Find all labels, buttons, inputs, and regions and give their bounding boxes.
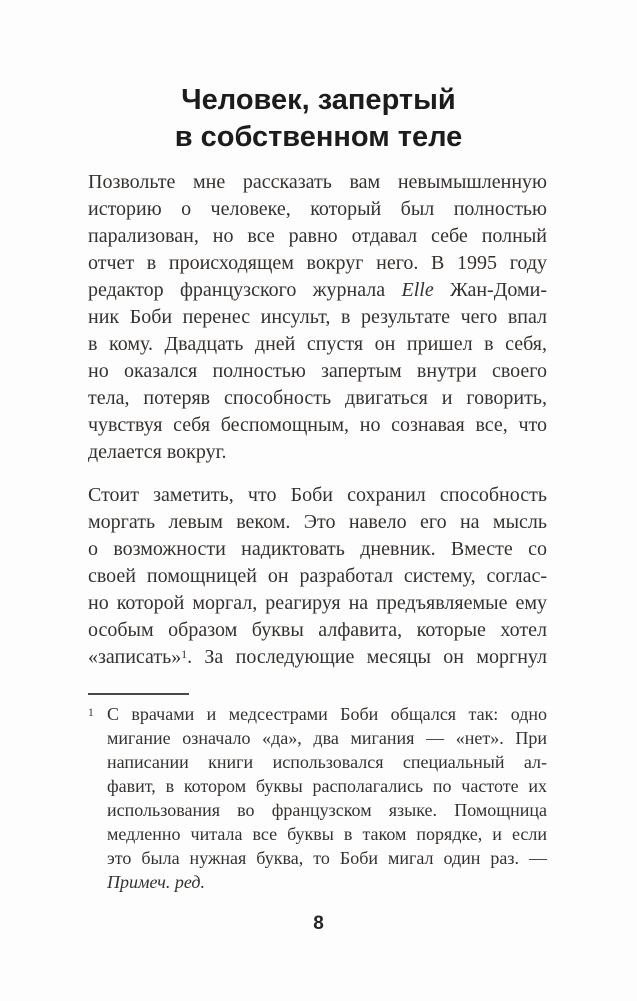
text-line: парализован, но все равно отдавал себе полный bbox=[88, 225, 547, 247]
text-line: особым образом буквы алфавита, которые хотел bbox=[88, 619, 547, 641]
footnote-text bbox=[107, 702, 547, 894]
text-line: в кому. Двадцать дней спустя он пришел в себя, bbox=[88, 333, 547, 355]
text-line: это была нужная буква, то Боби мигал один раз. — bbox=[107, 848, 547, 868]
text-line: ник Боби перенес инсульт, в результате чего впал bbox=[88, 306, 547, 328]
text-line: отчет в происходящем вокруг него. В 1995 году bbox=[88, 252, 547, 274]
paragraph-2 bbox=[88, 482, 547, 671]
text-line: моргать левым веком. Это навело его на мысль bbox=[88, 511, 547, 533]
text-line bbox=[107, 870, 547, 894]
text-line: но которой моргал, реагируя на предъявляемые ему bbox=[88, 592, 547, 614]
footnote bbox=[88, 702, 547, 894]
text-line: С врачами и медсестрами Боби общался так: одно bbox=[107, 704, 547, 724]
text-line: о возможности надиктовать дневник. Вместе со bbox=[88, 538, 547, 560]
text-line: Стоит заметить, что Боби сохранил способность bbox=[88, 484, 547, 506]
text-line: тела, потеряв способность двигаться и говорить, bbox=[88, 387, 547, 409]
footnote-marker: 1 bbox=[88, 707, 94, 719]
text-line: мигание означало «да», два мигания — «нет». При bbox=[107, 728, 547, 748]
italic-text: Примеч. ред. bbox=[107, 872, 205, 892]
text-line: медленно читала все буквы в таком порядке, и если bbox=[107, 824, 547, 844]
text-line: редактор французского журнала Elle Жан-Доми- bbox=[88, 279, 547, 301]
chapter-title-line-1: Человек, запертый bbox=[181, 84, 456, 116]
text-line: написании книги использовался специальный ал- bbox=[107, 752, 547, 772]
text-line: делается вокруг. bbox=[88, 441, 227, 463]
text-line: использования во французском языке. Помощница bbox=[107, 800, 547, 820]
text-line: фавит, в котором буквы располагались по частоте их bbox=[107, 776, 547, 796]
page-number: 8 bbox=[313, 913, 324, 934]
footnote-separator bbox=[88, 693, 189, 695]
chapter-title-line-2: в собственном теле bbox=[174, 121, 463, 153]
footnote-reference: 1 bbox=[181, 647, 188, 661]
paragraph-1 bbox=[88, 169, 547, 466]
text-line: но оказался полностью запертым внутри своего bbox=[88, 360, 547, 382]
italic-text: Elle bbox=[401, 279, 434, 301]
text-line: историю о человеке, который был полностью bbox=[88, 198, 547, 220]
text-line: чувствуя себя беспомощным, но сознавая все, что bbox=[88, 414, 547, 436]
text-line: «записать»$^1$. За последующие месяцы он моргнул bbox=[88, 646, 547, 668]
text-line: своей помощницей он разработал систему, соглас- bbox=[88, 565, 547, 587]
chapter-title bbox=[0, 82, 637, 156]
body-text bbox=[88, 169, 547, 671]
text-line: Позвольте мне рассказать вам невымышленную bbox=[88, 171, 547, 193]
